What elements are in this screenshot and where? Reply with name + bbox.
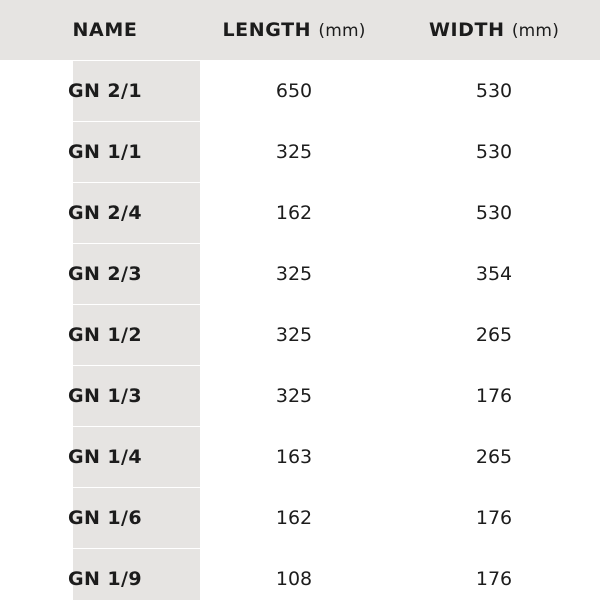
cell-length: 325 [200,244,388,305]
cell-width: 530 [388,61,600,122]
column-header-length [200,0,388,61]
table-row [0,183,600,244]
table-header [0,0,600,61]
table-row [0,427,600,488]
table-row [0,366,600,427]
column-header-width [388,0,600,61]
cell-length: 325 [200,366,388,427]
cell-name: GN 1/4 [0,427,200,488]
cell-width: 354 [388,244,600,305]
cell-length: 650 [200,61,388,122]
cell-width: 265 [388,305,600,366]
table-row [0,61,600,122]
column-header-name [0,0,200,61]
cell-name: GN 2/3 [0,244,200,305]
table-row [0,244,600,305]
cell-length: 108 [200,549,388,609]
table-body [0,61,600,609]
cell-name: GN 1/6 [0,488,200,549]
cell-width: 176 [388,549,600,609]
cell-name: GN 2/1 [0,61,200,122]
table-row [0,305,600,366]
cell-length: 162 [200,488,388,549]
column-header-width-unit: (mm) [512,21,559,41]
cell-length: 163 [200,427,388,488]
cell-width: 265 [388,427,600,488]
column-header-length-unit: (mm) [318,21,365,41]
cell-name: GN 2/4 [0,183,200,244]
column-header-width-label: WIDTH [429,19,505,41]
table-header-row [0,0,600,61]
cell-width: 530 [388,183,600,244]
table-row [0,122,600,183]
column-header-length-label: LENGTH [222,19,311,41]
column-header-name-label: NAME [73,19,138,41]
cell-name: GN 1/3 [0,366,200,427]
cell-name: GN 1/9 [0,549,200,609]
cell-width: 530 [388,122,600,183]
cell-length: 325 [200,305,388,366]
table-row [0,488,600,549]
cell-length: 325 [200,122,388,183]
cell-length: 162 [200,183,388,244]
cell-width: 176 [388,366,600,427]
cell-width: 176 [388,488,600,549]
cell-name: GN 1/2 [0,305,200,366]
cell-name: GN 1/1 [0,122,200,183]
